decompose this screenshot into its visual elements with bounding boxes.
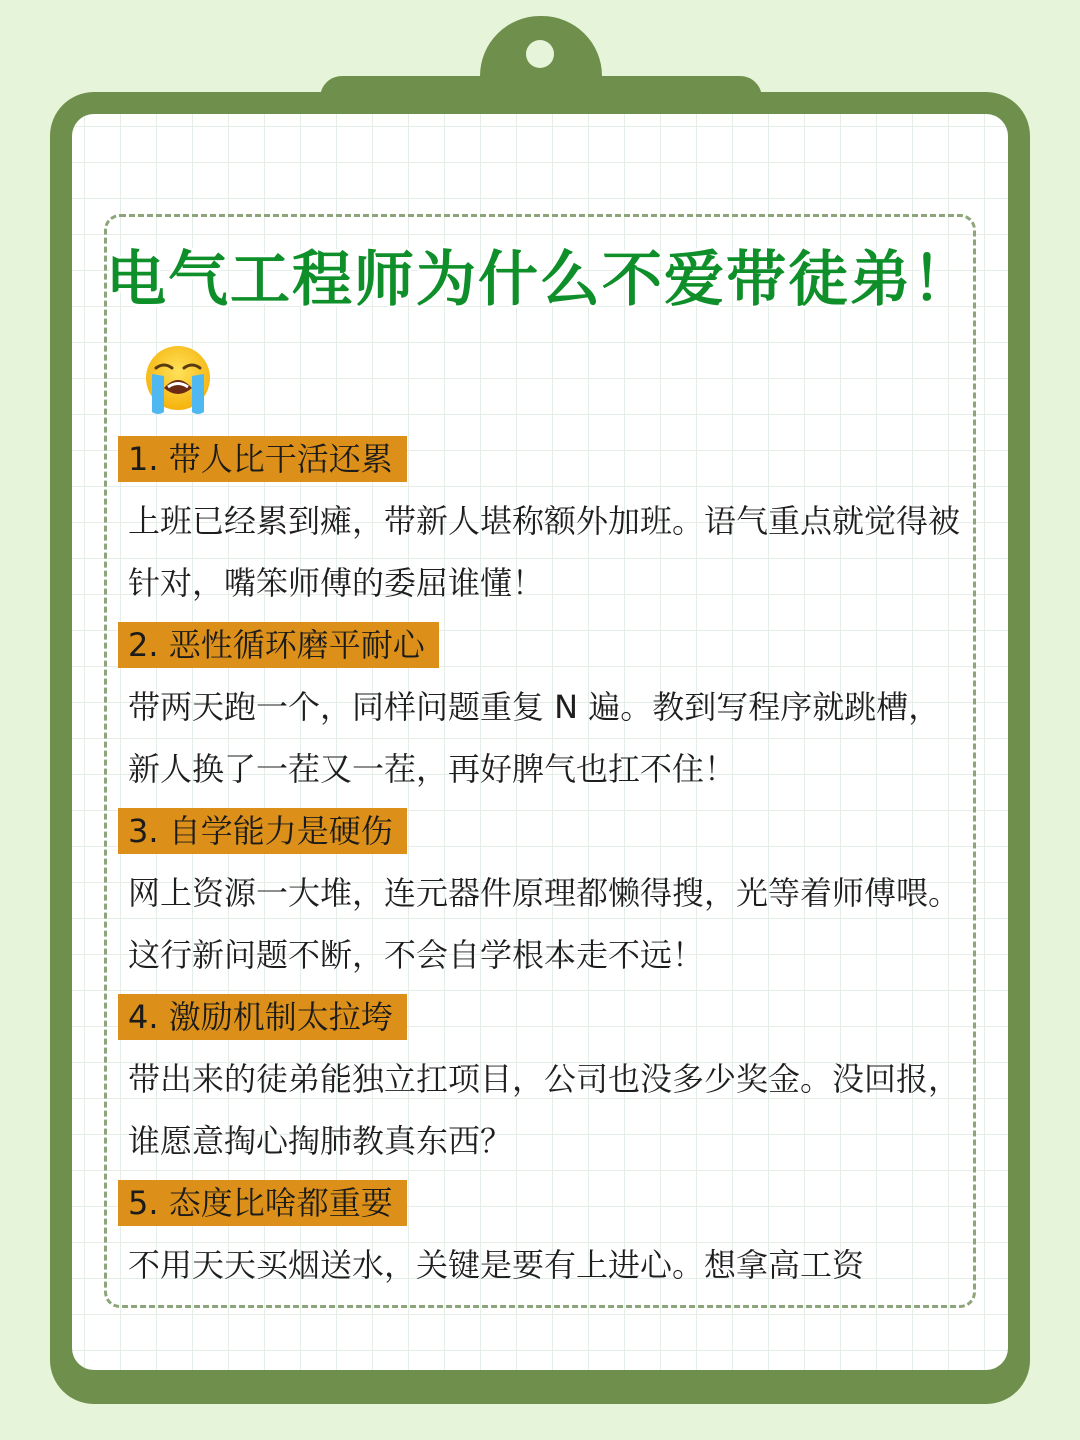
section-body: 网上资源一大堆，连元器件原理都懒得搜，光等着师傅喂。这行新问题不断，不会自学根本走不远！	[128, 874, 961, 974]
section-heading: 4. 激励机制太拉垮	[118, 994, 407, 1040]
page-title: 电气工程师为什么不爱带徒弟！	[106, 245, 974, 315]
section-body: 上班已经累到瘫，带新人堪称额外加班。语气重点就觉得被针对，嘴笨师傅的委屈谁懂！	[128, 502, 961, 602]
section-3	[118, 808, 970, 986]
section-heading: 5. 态度比啥都重要	[118, 1180, 407, 1226]
section-body: 带出来的徒弟能独立扛项目，公司也没多少奖金。没回报，谁愿意掏心掏肺教真东西？	[128, 1060, 961, 1160]
section-heading: 3. 自学能力是硬伤	[118, 808, 407, 854]
section-2	[118, 622, 970, 800]
section-5	[118, 1180, 970, 1296]
section-heading: 2. 恶性循环磨平耐心	[118, 622, 439, 668]
section-body: 不用天天买烟送水，关键是要有上进心。想拿高工资	[128, 1246, 865, 1284]
section-heading: 1. 带人比干活还累	[118, 436, 407, 482]
loudly-crying-face-icon	[140, 342, 216, 418]
section-4	[118, 994, 970, 1172]
clipboard-clip-hole	[526, 40, 554, 68]
section-1	[118, 436, 970, 614]
content-list	[118, 436, 970, 1304]
section-body: 带两天跑一个，同样问题重复 N 遍。教到写程序就跳槽，新人换了一茬又一茬，再好脾气也扛不住！	[128, 688, 941, 788]
